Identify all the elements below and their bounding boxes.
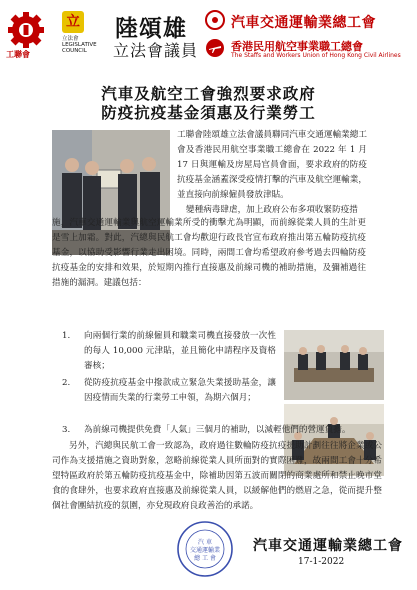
meeting-room-illustration (284, 330, 384, 400)
signature-organization: 汽車交通運輸業總工會 (253, 538, 403, 554)
list-item-1: 向兩個行業的前線僱員和職業司機直接發放一次性的每人 10,000 元津貼，並且簡化申請程序及資格審核； (84, 331, 276, 371)
meeting-room-photo-1 (284, 330, 384, 400)
list-number-2: 2. (62, 378, 71, 388)
airline-union-logo-icon (205, 38, 225, 58)
list-number-3: 3. (62, 425, 71, 435)
headline-line-1: 汽車及航空工會強烈要求政府 (101, 84, 316, 103)
list-number-1: 1. (62, 331, 71, 341)
paragraph-2: 施，汽車交通運輸業與航空運輸業所受的衝擊尤為明顯，而前線從業人員的生計更是雪上加霜。對此，汽總與民航工會均歡迎行政長官宣布政府推出第五輪防疫抗疫基金，以協助受影響行業走出困境。同時，兩間工會均希望政府參考過去四輪防疫抗疫基金的安排和效果，於短期內推行直接惠及前線司機的補助措施，及彌補過往措施的漏洞。建議包括： (52, 218, 366, 288)
legco-emblem-icon: 立 (62, 11, 84, 33)
legislator-name: 陸頌雄 (115, 16, 187, 42)
headline-line-2: 防疫抗疫基金須惠及行業勞工 (101, 103, 316, 122)
list-item-2: 從防疫抗疫基金中撥款成立緊急失業援助基金，讓因疫情而失業的行業勞工申領，為期六個月； (84, 378, 276, 403)
paragraph-intro: 工聯會陸頌雄立法會議員聯同汽車交通運輸業總工會及香港民用航空事業職工總會在 2022 年 1 月 17 日與運輸及房屋局官員會面，要求政府的防疫抗疫基金涵蓋深受疫情打擊的汽車及航空運輸業，並直接向前線僱員發放津貼。 (177, 130, 367, 200)
union-seal-stamp (176, 520, 234, 578)
ftu-gear-logo-icon (8, 10, 44, 54)
paragraph-2-lead: 變種病毒肆虐，加上政府公布多項收緊防疫措 (186, 205, 358, 215)
legislator-subtitle: 立法會議員 (113, 41, 199, 60)
svg-text:總 工 會: 總 工 會 (194, 555, 216, 562)
list-item-3: 為前線司機提供免費「人氣」三個月的補助，以減輕他們的營運負擔。 (84, 425, 351, 435)
legco-label: 立法會 LEGISLATIVE COUNCIL (62, 36, 97, 54)
ftu-label: 工聯會 (6, 50, 30, 59)
signature-date: 17-1-2022 (298, 557, 345, 567)
airline-union-name: 香港民用航空事業職工總會 (231, 40, 363, 53)
paragraph-3: 另外，汽總與民航工會一致認為，政府過往數輪防疫抗疫援助計劃往往將企業或公司作為支援措施之資助對象，忽略前線從業人員所面對的實際困難，故兩間工會十分希望特區政府於第五輪防疫抗疫基金中，除補助因第五波而關閉的商業處所和禁止晚市堂食的食肆外，也要求政府直接惠及前線從業人員，以緩解他們的燃眉之急，從而提升整個社會團結抗疫的氛圍，亦兌現政府良政善治的承諾。 (52, 441, 382, 511)
transport-union-logo-icon (205, 10, 225, 30)
svg-text:汽 車: 汽 車 (198, 539, 212, 546)
transport-union-name: 汽車交通運輸業總工會 (231, 15, 376, 31)
svg-text:交通運輸業: 交通運輸業 (189, 547, 221, 554)
airline-union-english-name: The Staffs and Workers Union of Hong Kong Civil Airlines (231, 52, 401, 59)
letterhead (0, 0, 417, 68)
